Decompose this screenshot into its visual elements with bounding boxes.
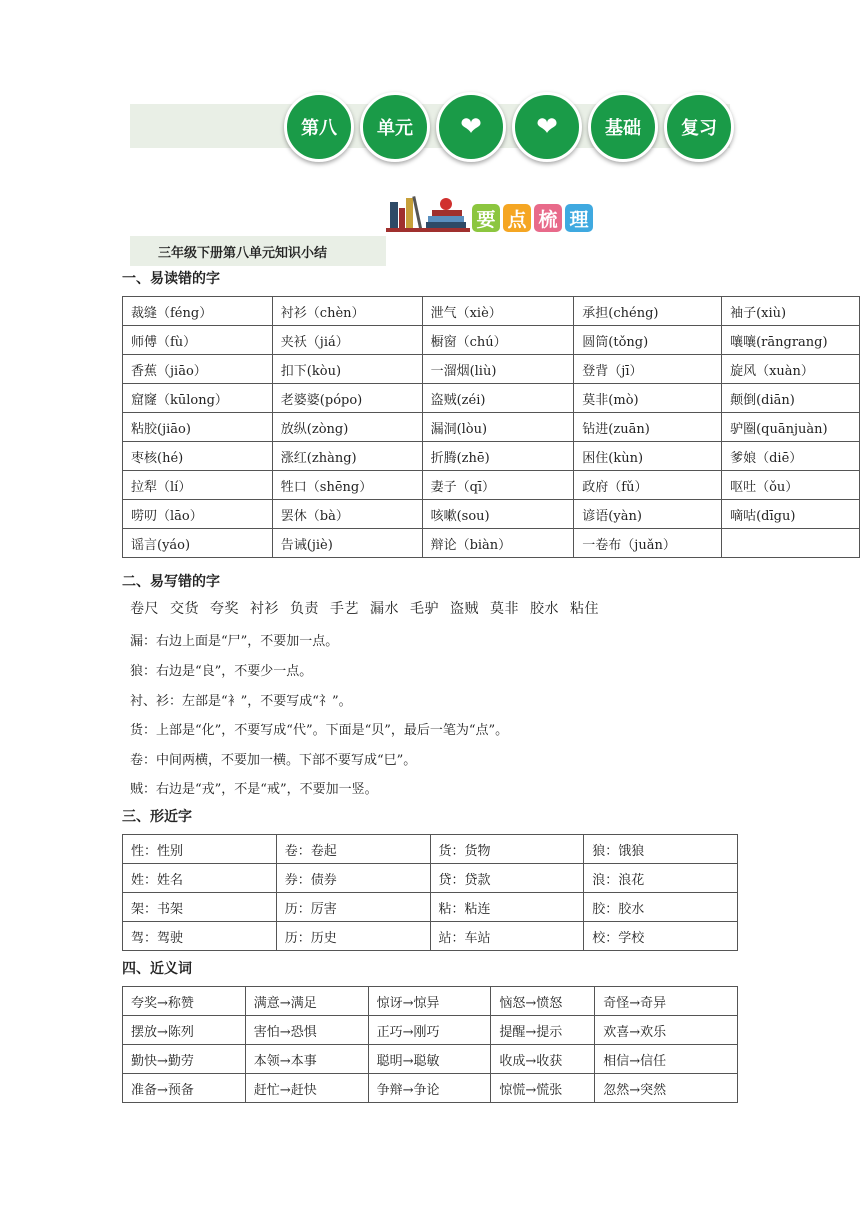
table-cell: 贷：贷款 — [430, 864, 584, 893]
heart-icon: ❤ — [536, 112, 558, 142]
table-cell: 登背（jī） — [574, 355, 722, 384]
table-row — [123, 1016, 738, 1045]
section-title-similar-chars: 三、形近字 — [122, 809, 192, 825]
table-cell: 圆筒(tǒng) — [574, 326, 722, 355]
table-cell: 政府（fǔ） — [574, 471, 722, 500]
table-row — [123, 922, 738, 951]
table-cell: 胶：胶水 — [584, 893, 738, 922]
table-cell: 恼怒→愤怒 — [491, 987, 595, 1016]
table-row — [123, 987, 738, 1016]
word-item: 负责 — [290, 601, 319, 617]
table-cell: 袖子(xiù) — [722, 297, 860, 326]
table-cell: 粘：粘连 — [430, 893, 584, 922]
table-cell: 相信→信任 — [595, 1045, 738, 1074]
table-cell: 性：性别 — [123, 835, 277, 864]
logo-tile: 点 — [503, 204, 531, 232]
note: 狼：右边是“良”，不要少一点。 — [130, 664, 313, 679]
table-cell: 准备→预备 — [123, 1074, 246, 1103]
table-cell: 券：债券 — [276, 864, 430, 893]
table-cell: 橱窗（chú） — [422, 326, 574, 355]
table-cell: 提醒→提示 — [491, 1016, 595, 1045]
table-cell: 颠倒(diān) — [722, 384, 860, 413]
word-item: 漏水 — [370, 601, 399, 617]
table-cell: 承担(chéng) — [574, 297, 722, 326]
table-cell: 勤快→勤劳 — [123, 1045, 246, 1074]
key-points-logo — [386, 190, 593, 232]
table-cell — [722, 529, 860, 558]
table-cell: 告诫(jiè) — [272, 529, 422, 558]
table-cell: 争辩→争论 — [368, 1074, 491, 1103]
table-cell: 牲口（shēng） — [272, 471, 422, 500]
circle-review: 复习 — [664, 92, 734, 162]
table-cell: 赶忙→赶快 — [245, 1074, 368, 1103]
table-cell: 聪明→聪敏 — [368, 1045, 491, 1074]
table-cell: 站：车站 — [430, 922, 584, 951]
table-row — [123, 471, 860, 500]
note: 漏：右边上面是“尸”，不要加一点。 — [130, 634, 339, 649]
table-row — [123, 297, 860, 326]
logo-tile: 理 — [565, 204, 593, 232]
word-item: 交货 — [170, 601, 199, 617]
table-row — [123, 835, 738, 864]
word-item: 手艺 — [330, 601, 359, 617]
word-item: 衬衫 — [250, 601, 279, 617]
misread-table — [122, 296, 860, 558]
word-item: 莫非 — [490, 601, 519, 617]
table-cell: 忽然→突然 — [595, 1074, 738, 1103]
table-cell: 一溜烟(liù) — [422, 355, 574, 384]
word-item: 盗贼 — [450, 601, 479, 617]
table-cell: 香蕉（jiāo） — [123, 355, 273, 384]
table-cell: 谚语(yàn) — [574, 500, 722, 529]
similar-chars-table — [122, 834, 738, 951]
table-cell: 旋风（xuàn） — [722, 355, 860, 384]
circle-basic: 基础 — [588, 92, 658, 162]
table-row — [123, 1045, 738, 1074]
table-cell: 惊慌→慌张 — [491, 1074, 595, 1103]
table-cell: 正巧→刚巧 — [368, 1016, 491, 1045]
table-cell: 收成→收获 — [491, 1045, 595, 1074]
note: 货：上部是“化”，不要写成“代”。下面是“贝”，最后一笔为“点”。 — [130, 723, 509, 738]
circle-unit-number: 第八 — [284, 92, 354, 162]
table-cell: 架：书架 — [123, 893, 277, 922]
table-row — [123, 413, 860, 442]
table-cell: 浪：浪花 — [584, 864, 738, 893]
table-cell: 罢休（bà） — [272, 500, 422, 529]
table-cell: 卷：卷起 — [276, 835, 430, 864]
table-cell: 扣下(kòu) — [272, 355, 422, 384]
table-row — [123, 500, 860, 529]
word-item: 胶水 — [530, 601, 559, 617]
heart-icon-circle — [436, 92, 506, 162]
table-cell: 莫非(mò) — [574, 384, 722, 413]
table-cell: 涨红(zhàng) — [272, 442, 422, 471]
table-cell: 历：历史 — [276, 922, 430, 951]
table-row — [123, 1074, 738, 1103]
table-cell: 一卷布（juǎn） — [574, 529, 722, 558]
table-cell: 泄气（xiè） — [422, 297, 574, 326]
table-cell: 惊讶→惊异 — [368, 987, 491, 1016]
document-subtitle: 三年级下册第八单元知识小结 — [130, 236, 386, 266]
table-row — [123, 442, 860, 471]
section-title-misread: 一、易读错的字 — [122, 271, 220, 287]
unit-title-circles — [284, 92, 734, 160]
table-cell: 师傅（fù） — [123, 326, 273, 355]
heart-icon-circle — [512, 92, 582, 162]
table-cell: 钻进(zuān) — [574, 413, 722, 442]
table-cell: 窟窿（kūlong） — [123, 384, 273, 413]
table-cell: 盗贼(zéi) — [422, 384, 574, 413]
table-cell: 唠叨（lāo） — [123, 500, 273, 529]
word-item: 粘住 — [570, 601, 599, 617]
heart-icon: ❤ — [460, 112, 482, 142]
table-cell: 历：厉害 — [276, 893, 430, 922]
logo-tile: 梳 — [534, 204, 562, 232]
table-cell: 放纵(zòng) — [272, 413, 422, 442]
note: 贼：右边是“戎”，不是“戒”，不要加一竖。 — [130, 782, 378, 797]
logo-tile: 要 — [472, 204, 500, 232]
table-cell: 拉犁（lí） — [123, 471, 273, 500]
table-cell: 狼：饿狼 — [584, 835, 738, 864]
note: 卷：中间两横，不要加一横。下部不要写成“巳”。 — [130, 753, 417, 768]
table-cell: 爹娘（diē） — [722, 442, 860, 471]
books-icon — [386, 192, 470, 232]
table-cell: 姓：姓名 — [123, 864, 277, 893]
section-title-miswritten: 二、易写错的字 — [122, 574, 220, 590]
table-cell: 夹袄（jiá） — [272, 326, 422, 355]
table-cell: 嘀咕(dīgu) — [722, 500, 860, 529]
table-cell: 漏洞(lòu) — [422, 413, 574, 442]
table-cell: 粘胶(jiāo) — [123, 413, 273, 442]
table-cell: 呕吐（ǒu） — [722, 471, 860, 500]
table-cell: 驾：驾驶 — [123, 922, 277, 951]
table-row — [123, 529, 860, 558]
table-cell: 裁缝（féng） — [123, 297, 273, 326]
circle-unit: 单元 — [360, 92, 430, 162]
table-cell: 货：货物 — [430, 835, 584, 864]
table-cell: 欢喜→欢乐 — [595, 1016, 738, 1045]
table-cell: 夸奖→称赞 — [123, 987, 246, 1016]
table-cell: 辩论（biàn） — [422, 529, 574, 558]
word-item: 夸奖 — [210, 601, 239, 617]
table-cell: 枣核(hé) — [123, 442, 273, 471]
table-cell: 妻子（qī） — [422, 471, 574, 500]
section-title-synonyms: 四、近义词 — [122, 961, 192, 977]
table-cell: 本领→本事 — [245, 1045, 368, 1074]
table-cell: 老婆婆(pópo) — [272, 384, 422, 413]
table-cell: 校：学校 — [584, 922, 738, 951]
table-cell: 折腾(zhē) — [422, 442, 574, 471]
table-cell: 奇怪→奇异 — [595, 987, 738, 1016]
table-cell: 满意→满足 — [245, 987, 368, 1016]
table-cell: 谣言(yáo) — [123, 529, 273, 558]
table-row — [123, 864, 738, 893]
table-cell: 摆放→陈列 — [123, 1016, 246, 1045]
table-cell: 驴圈(quānjuàn) — [722, 413, 860, 442]
table-row — [123, 326, 860, 355]
table-cell: 害怕→恐惧 — [245, 1016, 368, 1045]
word-item: 毛驴 — [410, 601, 439, 617]
table-row — [123, 384, 860, 413]
miswritten-word-list — [130, 598, 610, 618]
note: 衬、衫：左部是“衤”，不要写成“礻”。 — [130, 694, 352, 709]
table-row — [123, 355, 860, 384]
table-row — [123, 893, 738, 922]
table-cell: 困住(kùn) — [574, 442, 722, 471]
table-cell: 咳嗽(sou) — [422, 500, 574, 529]
synonyms-table — [122, 986, 738, 1103]
word-item: 卷尺 — [130, 601, 159, 617]
table-cell: 嚷嚷(rāngrang) — [722, 326, 860, 355]
table-cell: 衬衫（chèn） — [272, 297, 422, 326]
